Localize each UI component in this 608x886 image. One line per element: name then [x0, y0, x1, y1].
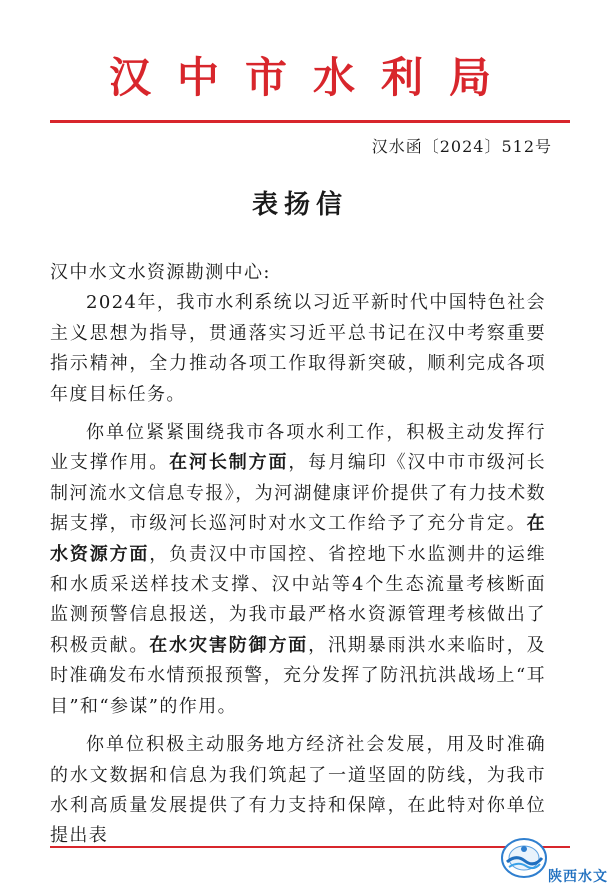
watermark [494, 826, 608, 885]
paragraph-2-intro: 你单位紧紧围绕我市各项水利工作，积极主动发挥行业支撑作用。 [50, 422, 546, 474]
paragraph-1: 2024年，我市水利系统以习近平新时代中国特色社会主义思想为指导，贯通落实习近平总书记在汉中考察重要指示精神，全力推动各项工作取得新突破，顺利完成各项年度目标任务。 [50, 292, 546, 405]
letterhead-org-name: 汉中市水利局 [108, 53, 517, 102]
paragraph-2-river-chief-text: ，每月编印《汉中市市级河长制河流水文信息专报》，为河湖健康评价提供了有力技术数据支撑，市级河长巡河时对水文工作给予了充分肯定。 [50, 452, 547, 535]
letter-body [50, 258, 546, 852]
highlight-flood-defense: 在水灾害防御方面 [149, 634, 309, 656]
china-hydrology-logo-icon [498, 834, 550, 880]
salutation: 汉中水文水资源勘测中心: [50, 262, 271, 283]
letterhead-red-rule [50, 120, 570, 123]
paragraph-2-flood-defense-text: ，汛期暴雨洪水来临时，及时准确发布水情预报预警，充分发挥了防汛抗洪战场上“耳目”和“参谋”的作用。 [50, 634, 547, 717]
footer-red-rule [50, 846, 570, 848]
paragraph-2-water-resources-text: ，负责汉中市国控、省控地下水监测井的运维和水质采送样技术支撑、汉中站等4个生态流量考核断面监测预警信息报送，为我市最严格水资源管理考核做出了积极贡献。 [50, 543, 547, 656]
watermark-text: 陕西水文 [548, 869, 608, 885]
document-title: 表扬信 [251, 190, 348, 220]
paragraph-2 [50, 418, 546, 722]
highlight-water-resources: 在水资源方面 [50, 513, 546, 565]
paragraph-3: 你单位积极主动服务地方经济社会发展，用及时准确的水文数据和信息为我们筑起了一道坚固的防线，为我市水利高质量发展提供了有力支持和保障，在此特对你单位提出表 [50, 734, 546, 847]
highlight-river-chief: 在河长制方面 [169, 452, 289, 474]
document-number: 汉水函〔2024〕512号 [371, 137, 552, 156]
